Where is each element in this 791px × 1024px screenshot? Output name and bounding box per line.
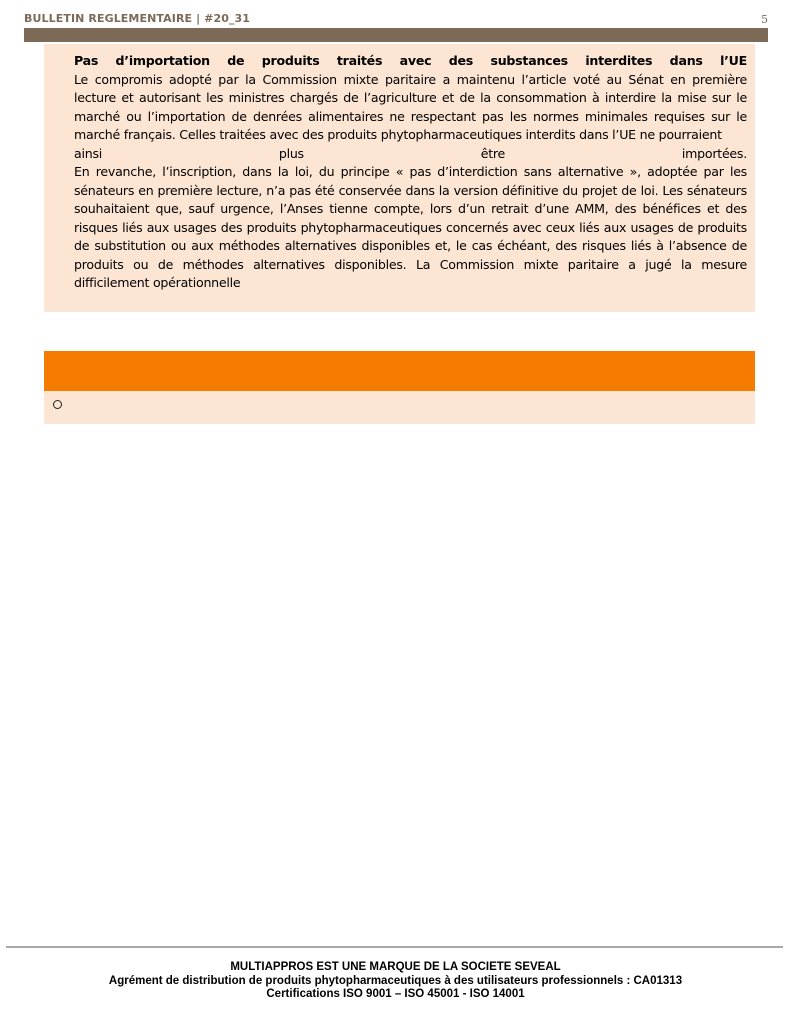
footer-brand-line: MULTIAPPROS EST UNE MARQUE DE LA SOCIETE SEVEAL [230, 961, 561, 973]
bulletin-name: BULLETIN REGLEMENTAIRE [24, 12, 193, 25]
article-paragraph-1 [74, 71, 747, 164]
header-bar [24, 28, 768, 42]
bulletin-issue: #20_31 [204, 12, 251, 25]
article-paragraph-2: En revanche, l’inscription, dans la loi, du principe « pas d’interdiction sans alternative », adoptée par les sénateurs en première lecture, n’a pas été conservée dans la version définitive du projet de loi. Les sénateurs souhaitaient que, sauf urgence, l’Anses tienne compte, lors d’un retrait d’une AMM, des bénéfices et des risques liés aux usages des produits phytopharmaceutiques concernés avec ceux liés aux usages de produits de substitution ou aux méthodes alternatives disponibles et, le cas échéant, des risques liés à l’absence de produits ou de méthodes alternatives disponibles. La Commission mixte paritaire a jugé la mesure difficilement opérationnelle [74, 164, 747, 290]
bulletin-title [24, 12, 250, 25]
page-number: 5 [761, 13, 768, 26]
page-footer [0, 961, 791, 1002]
paragraph-1-main: Le compromis adopté par la Commission mixte paritaire a maintenu l’article voté au Sénat en première lecture et autorisant les ministres chargés de l’agriculture et de la consommation à interdire la mise sur le marché ou l’importation de denrées alimentaires ne respectant pas les normes minimales requises sur le marché français. Celles traitées avec des produits phytopharmaceutiques interdits dans l’UE ne pourraient [74, 71, 747, 142]
hollow-circle-bullet-icon [53, 400, 62, 409]
article-text [74, 52, 747, 293]
header-separator: | [196, 12, 201, 25]
paragraph-1-end: ainsi plus être importées. [74, 145, 747, 161]
section-header-bar [44, 351, 755, 391]
footer-certifications-line: Certifications ISO 9001 – ISO 45001 - ISO 14001 [266, 988, 525, 1000]
section-content-box [44, 391, 755, 424]
page-header [24, 10, 768, 30]
article-heading: Pas d’importation de produits traités avec des substances interdites dans l’UE [74, 53, 747, 68]
article-box [44, 44, 755, 312]
footer-divider [6, 946, 783, 948]
footer-approval-line: Agrément de distribution de produits phytopharmaceutiques à des utilisateurs professionnels : CA01313 [108, 974, 683, 987]
